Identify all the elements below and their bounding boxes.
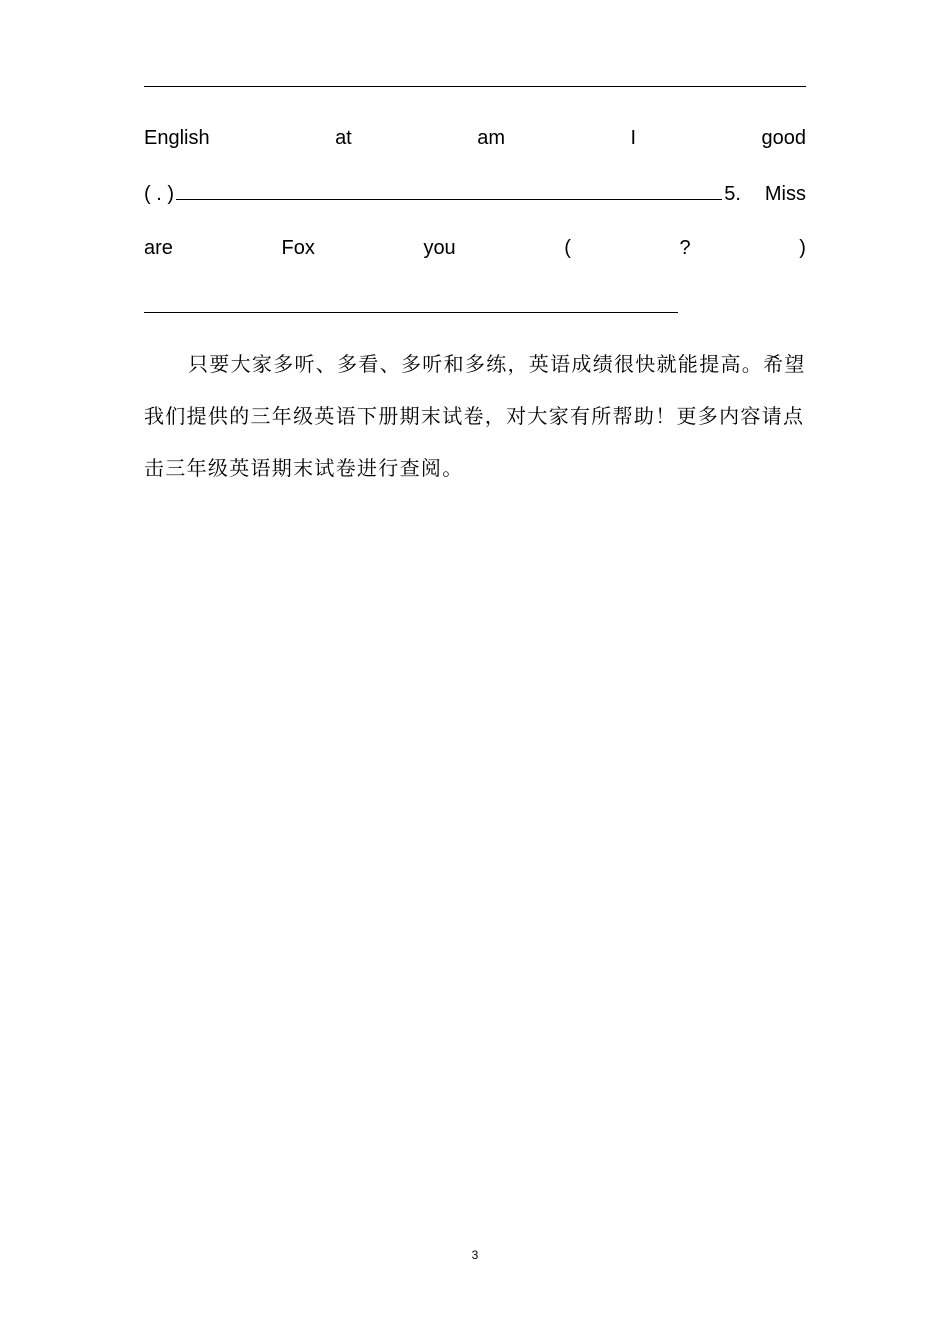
word: are <box>144 237 173 259</box>
next-question-start <box>724 182 806 206</box>
word: Fox <box>281 237 315 259</box>
answer-blank-line <box>176 181 722 200</box>
answer-line-with-next-question <box>144 181 806 206</box>
word: am <box>477 127 505 149</box>
word-scramble-line-1 <box>144 126 806 150</box>
word-scramble-line-3 <box>144 236 806 260</box>
word: at <box>335 127 352 149</box>
answer-blank-line <box>144 86 806 87</box>
punctuation: ) <box>799 237 806 259</box>
punctuation: ( <box>564 237 571 259</box>
answer-blank-line <box>144 312 678 313</box>
punctuation: ? <box>679 237 691 259</box>
punctuation-hint: ( . ) <box>144 183 174 205</box>
question-number: 5. <box>724 183 741 205</box>
word: Miss <box>764 183 806 205</box>
word: you <box>423 237 456 259</box>
word: I <box>630 127 637 149</box>
word: good <box>761 127 806 149</box>
answer-prefix-group <box>144 181 724 206</box>
page-number: 3 <box>471 1248 479 1262</box>
closing-paragraph: 只要大家多听、多看、多听和多练，英语成绩很快就能提高。希望我们提供的三年级英语下册期末试卷，对大家有所帮助！更多内容请点击三年级英语期末试卷进行查阅。 <box>144 352 806 480</box>
word: English <box>144 127 210 149</box>
